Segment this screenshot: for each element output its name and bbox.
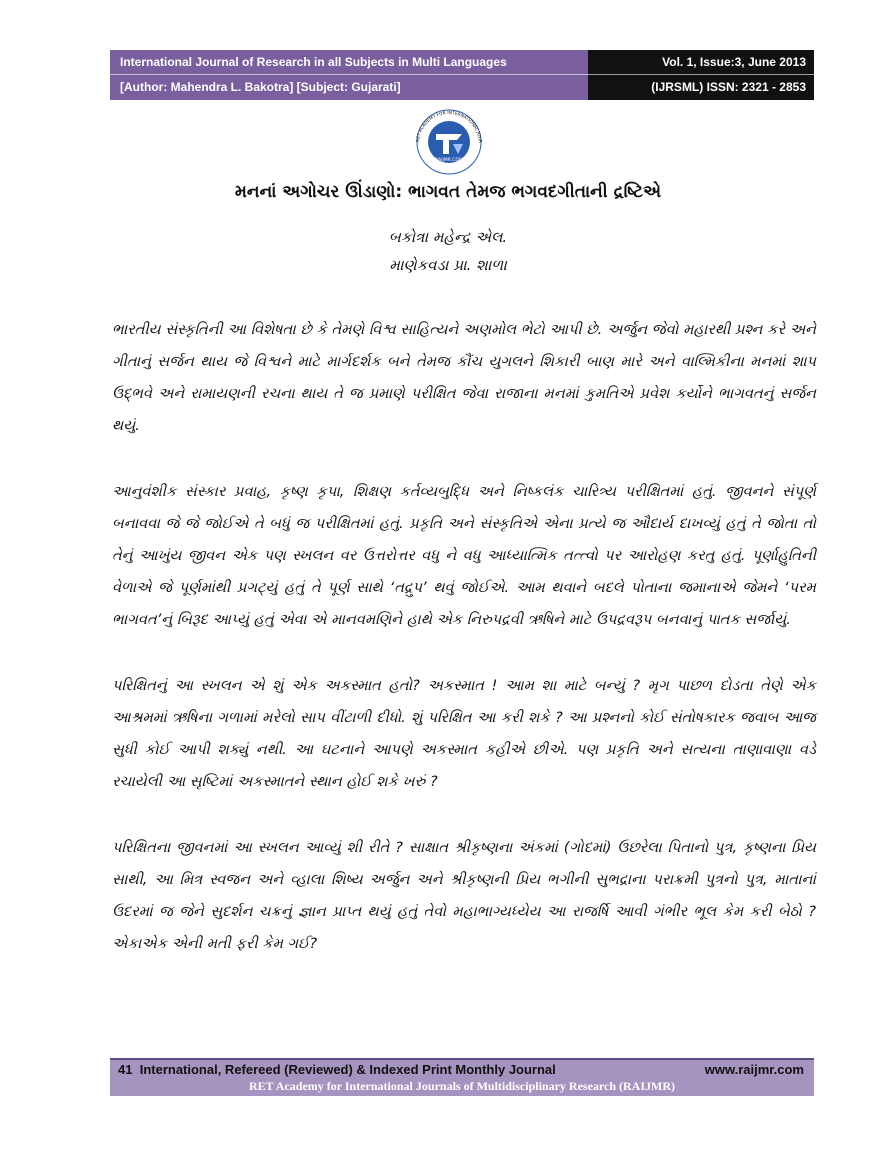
footer-academy: RET Academy for International Journals of Multidisciplinary Research (RAIJMR) bbox=[249, 1079, 675, 1093]
header-right-panel bbox=[588, 50, 814, 100]
header-divider bbox=[110, 74, 588, 75]
page-number: 41 bbox=[118, 1062, 133, 1077]
article-affiliation: માણેકવડા પ્રા. શાળા bbox=[389, 256, 507, 274]
article-title: મનનાં અગોચર ઊંડાણો: ભાગવત તેમજ ભગવદગીતાની દ્રષ્ટિએ bbox=[234, 182, 662, 202]
journal-footer bbox=[110, 1058, 814, 1096]
paragraph-1: ભારતીય સંસ્કૃતિની આ વિશેષતા છે કે તેમણે વિશ્વ સાહિત્યને અણમોલ ભેટો આપી છે. અર્જુન જેવો મહારથી પ્રશ્ન કરે અને ગીતાનું સર્જન થાય જે વિશ્વને માટે માર્ગદર્શક બને તેમજ કૌંચ યુગલને શિકારી બાણ મારે અને વાલ્મિકીના મનમાં શાપ ઉદ્ભવે અને રામાયણની રચના થાય તે જ પ્રમાણે પરીક્ષિત જેવા રાજાના મનમાં કુમતિએ પ્રવેશ કર્યોને ભાગવતનું સર્જન થયું. bbox=[112, 321, 816, 434]
header-divider-right bbox=[588, 74, 814, 75]
journal-name: International Journal of Research in all Subjects in Multi Languages bbox=[120, 55, 507, 69]
article-body bbox=[112, 314, 816, 994]
volume-issue: Vol. 1, Issue:3, June 2013 bbox=[662, 55, 806, 69]
article-author: બકોત્રા મહેન્દ્ર એલ. bbox=[388, 228, 508, 246]
header-left-panel bbox=[110, 50, 588, 100]
logo-ring-text: RET ACADEMY FOR INTERNATIONAL JOUR bbox=[416, 110, 483, 144]
journal-description: International, Refereed (Reviewed) & Indexed Print Monthly Journal bbox=[139, 1062, 556, 1077]
paragraph-3: પરિક્ષિતનું આ સ્ખલન એ શું એક અકસ્માત હતો? અકસ્માત ! આમ શા માટે બન્યું ? મૃગ પાછળ દોડતા તેણે એક આશ્રમમાં ઋષિના ગળામાં મરેલો સાપ વીંટાળી દીધો. શું પરિક્ષિત આ કરી શકે ? આ પ્રશ્નનો કોઈ સંતોષકારક જવાબ આજ સુધી કોઈ આપી શક્યું નથી. આ ઘટનાને આપણે અકસ્માત કહીએ છીએ. પણ પ્રકૃતિ અને સત્યના તાણાવાણા વડે રચાયેલી આ સૃષ્ટિમાં અકસ્માતને સ્થાન હોઈ શકે ખરું ? bbox=[112, 677, 816, 790]
issn: (IJRSML) ISSN: 2321 - 2853 bbox=[651, 80, 806, 94]
logo-center-text: RAIJMR.COM bbox=[434, 158, 464, 163]
footer-rule bbox=[110, 1058, 814, 1060]
author-subject: [Author: Mahendra L. Bakotra] [Subject: Gujarati] bbox=[120, 80, 401, 94]
paragraph-4: પરિક્ષિતના જીવનમાં આ સ્ખલન આવ્યું શી રીતે ? સાક્ષાત શ્રીકૃષ્ણના અંકમાં (ગોદમાં) ઉછરેલા પિતાનો પુત્ર, કૃષ્ણના પ્રિય સાથી, આ મિત્ર સ્વજન અને વ્હાલા શિષ્ય અર્જુન અને શ્રીકૃષ્ણની પ્રિય ભગીની સુભદ્રાના પરાક્રમી પુત્રનો પુત્ર, માતાનાં ઉદરમાં જ જેને સુદર્શન ચક્રનું જ્ઞાન પ્રાપ્ત થયું હતું તેવો મહાભાગ્યધ્યેય આ રાજર્ષિ આવી ગંભીર ભૂલ કેમ કરી બેઠો ? એકાએક એની મતી ફરી કેમ ગઈ? bbox=[112, 839, 816, 952]
paragraph-2: આનુવંશીક સંસ્કાર પ્રવાહ, કૃષ્ણ કૃપા, શિક્ષણ કર્તવ્યબુદ્ધિ અને નિષ્કલંક ચારિત્ર્ય પરીક્ષિતમાં હતું. જીવનને સંપૂર્ણ બનાવવા જે જે જોઈએ તે બધું જ પરીક્ષિતમાં હતું. પ્રકૃતિ અને સંસ્કૃતિએ એના પ્રત્યે જ ઔદાર્ય દાખવ્યું હતું તે જોતા તો તેનું આખુંય જીવન એક પણ સ્ખલન વર ઉત્તરોત્તર વધુ ને વધુ આધ્યાત્મિક તત્ત્વો પર આરોહણ કરતુ હતું. પૂર્ણાહુતિની વેળાએ જે પૂર્ણમાંથી પ્રગટ્યું હતું તે પૂર્ણ સાથે ‘તદ્રુપ’ થવું જોઈએ. આમ થવાને બદલે પોતાના જમાનાએ જેમને ‘પરમ ભાગવત’નું બિરૂદ આપ્યું હતું એવા એ માનવમણિને હાથે એક નિરુપદ્રવી ઋષિને માટે ઉપદ્રવરૂપ બનવાનું પાતક સર્જાયું. bbox=[112, 483, 816, 628]
footer-journal-line bbox=[118, 1062, 556, 1077]
raijmr-logo bbox=[410, 104, 488, 176]
website-link[interactable]: www.raijmr.com bbox=[704, 1062, 804, 1077]
journal-header bbox=[110, 50, 814, 100]
